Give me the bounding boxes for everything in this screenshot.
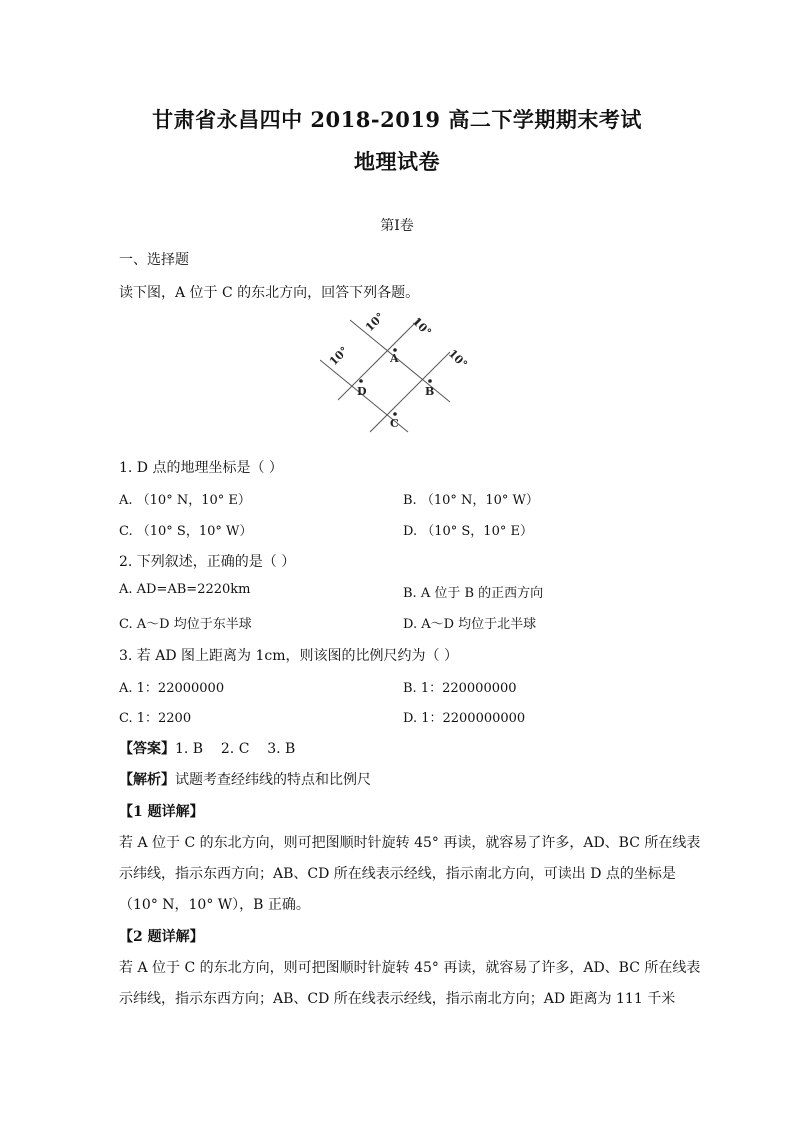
question-2-stem: 2. 下列叙述，正确的是（ ） <box>119 554 296 570</box>
question-2-option-d: D. A～D 均位于北半球 <box>403 617 537 632</box>
part-label: 一、选择题 <box>119 252 189 268</box>
question-intro: 读下图，A 位于 C 的东北方向，回答下列各题。 <box>119 285 420 301</box>
label-c: C <box>390 417 399 430</box>
question-1-option-c: C. （10° S，10° W） <box>119 524 253 539</box>
label-a: A <box>390 352 399 365</box>
line-d-a <box>338 318 420 400</box>
answer-label: 【答案】 <box>119 741 175 757</box>
detail-2-label: 【2 题详解】 <box>119 929 204 945</box>
question-1-option-d: D. （10° S，10° E） <box>403 524 533 539</box>
section-label: 第Ⅰ卷 <box>380 218 414 234</box>
question-1-option-b: B. （10° N，10° W） <box>403 493 539 508</box>
degree-label-4: 10° <box>445 346 470 371</box>
detail-1-label: 【1 题详解】 <box>119 804 204 820</box>
question-3-option-a: A. 1：22000000 <box>119 681 225 696</box>
point-d <box>359 379 363 383</box>
detail-2-line-2: 示纬线，指示东西方向；AB、CD 所在线表示经线，指示南北方向；AD 距离为 111 千米 <box>119 991 676 1007</box>
question-2-option-b: B. A 位于 B 的正西方向 <box>403 586 544 601</box>
detail-1-line-2: 示纬线，指示东西方向；AB、CD 所在线表示经线，指示南北方向，可读出 D 点的坐标是 <box>119 866 676 882</box>
analysis-text: 试题考查经纬线的特点和比例尺 <box>175 772 371 788</box>
point-b <box>428 379 432 383</box>
page-title: 甘肃省永昌四中 2018-2019 高二下学期期末考试 <box>152 107 642 132</box>
detail-1-line-3: （10° N，10° W），B 正确。 <box>119 897 310 913</box>
degree-label-2: 10° <box>409 314 434 339</box>
analysis-label: 【解析】 <box>119 772 175 788</box>
question-3-option-d: D. 1：2200000000 <box>403 711 526 726</box>
degree-label-1: 10° <box>362 310 387 335</box>
question-2-option-a: A. AD=AB=2220km <box>119 582 251 597</box>
detail-2-line-1: 若 A 位于 C 的东北方向，则可把图顺时针旋转 45° 再读，就容易了许多，AD、BC 所在线表 <box>119 960 701 976</box>
question-3-stem: 3. 若 AD 图上距离为 1cm，则该图的比例尺约为（ ） <box>119 648 458 664</box>
question-3-option-c: C. 1：2200 <box>119 711 192 726</box>
question-1-option-a: A. （10° N，10° E） <box>119 493 251 508</box>
label-b: B <box>425 385 435 398</box>
detail-1-line-1: 若 A 位于 C 的东北方向，则可把图顺时针旋转 45° 再读，就容易了许多，AD、BC 所在线表 <box>119 835 701 851</box>
label-d: D <box>357 385 367 398</box>
question-3-option-b: B. 1：220000000 <box>403 681 517 696</box>
answer-text: 1. B 2. C 3. B <box>175 741 296 757</box>
lat-long-diagram <box>320 310 470 440</box>
analysis-line <box>119 769 371 789</box>
degree-label-3: 10° <box>326 344 351 369</box>
page-subtitle: 地理试卷 <box>354 149 440 174</box>
answer-line <box>119 738 295 758</box>
question-2-option-c: C. A～D 均位于东半球 <box>119 617 252 632</box>
question-1-stem: 1. D 点的地理坐标是（ ） <box>119 460 283 476</box>
point-c <box>393 412 397 416</box>
